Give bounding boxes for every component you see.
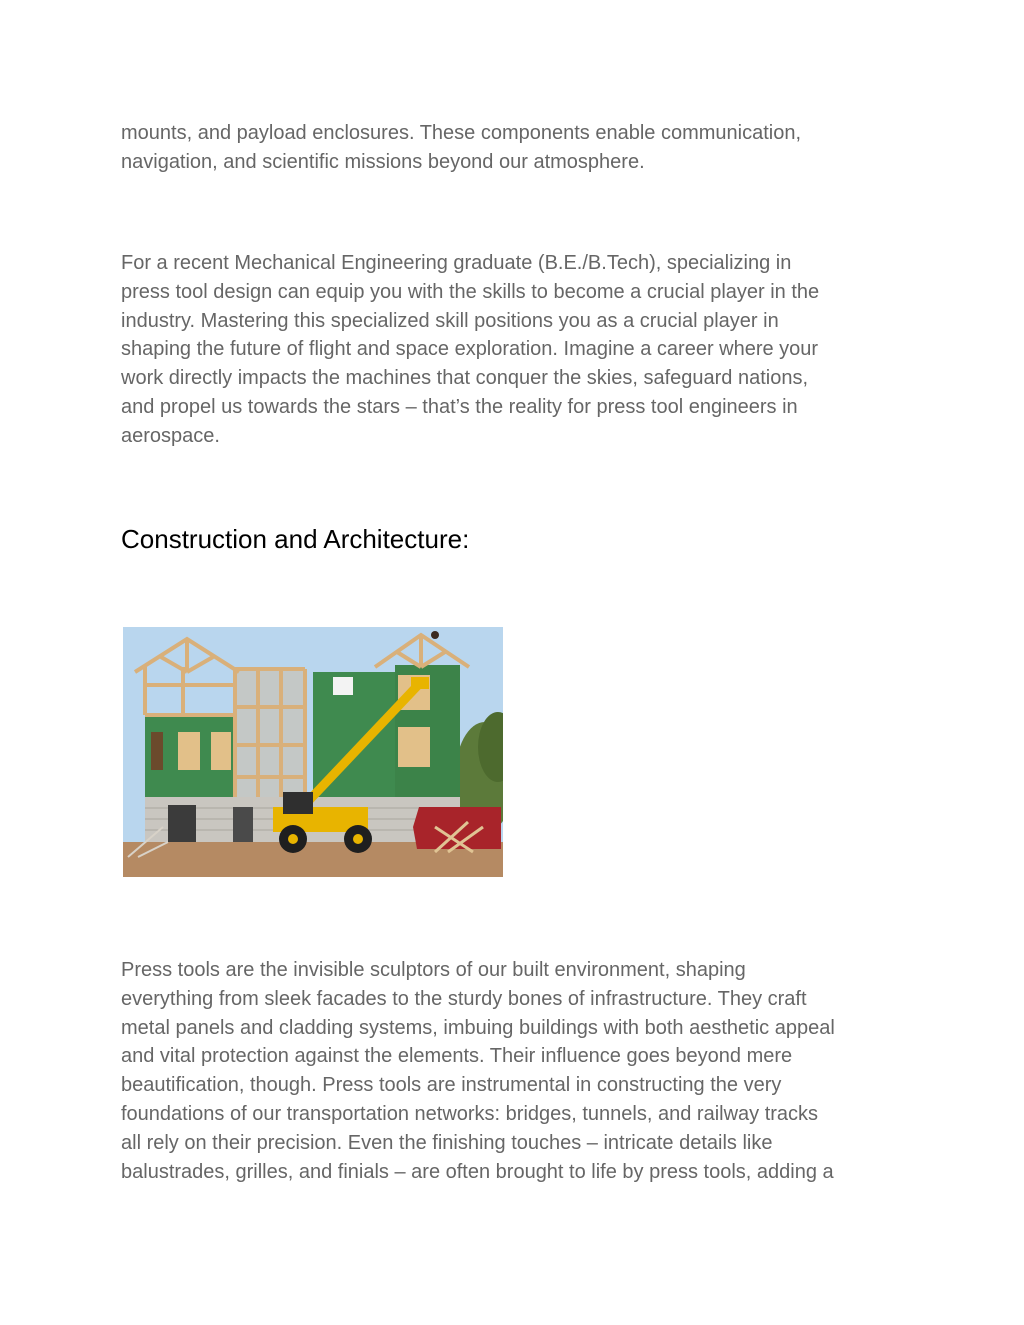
text-line: navigation, and scientific missions beyond our atmosphere. (121, 150, 645, 173)
text-line: balustrades, grilles, and finials – are often brought to life by press tools, adding a (121, 1160, 834, 1183)
text-line: beautification, though. Press tools are instrumental in constructing the very (121, 1074, 782, 1097)
worker (431, 631, 439, 639)
text-line: aerospace. (121, 424, 220, 447)
section-heading: Construction and Architecture: (121, 524, 470, 554)
text-line: and propel us towards the stars – that’s the reality for press tool engineers in (121, 395, 798, 418)
construction-site-image (123, 627, 503, 877)
paragraph-career-press-tool (121, 249, 911, 451)
text-line: shaping the future of flight and space exploration. Imagine a career where your (121, 338, 819, 361)
text-line: metal panels and cladding systems, imbuing buildings with both aesthetic appeal (121, 1016, 835, 1039)
opening (168, 805, 196, 842)
text-line: Press tools are the invisible sculptors of our built environment, shaping (121, 959, 746, 981)
text-line: work directly impacts the machines that conquer the skies, safeguard nations, (121, 367, 809, 390)
text-line: For a recent Mechanical Engineering graduate (B.E./B.Tech), specializing in (121, 252, 792, 274)
window-opening (151, 732, 163, 770)
window-opening (333, 677, 353, 695)
loader-cab (283, 792, 313, 814)
construction-site-illustration (123, 627, 503, 877)
text-line: industry. Mastering this specialized skill positions you as a crucial player in (121, 309, 779, 332)
window-opening (211, 732, 231, 770)
window-opening (398, 727, 430, 767)
loader-fork (411, 677, 429, 689)
window-opening (178, 732, 200, 770)
opening (233, 807, 253, 842)
text-line: and vital protection against the elements. Their influence goes beyond mere (121, 1045, 793, 1068)
text-line: all rely on their precision. Even the finishing touches – intricate details like (121, 1131, 773, 1154)
text-line: press tool design can equip you with the skills to become a crucial player in the (121, 280, 820, 303)
paragraph-construction (121, 956, 911, 1186)
text-line: mounts, and payload enclosures. These components enable communication, (121, 122, 802, 144)
paragraph-aerospace-components (121, 119, 911, 177)
text-line: foundations of our transportation networks: bridges, tunnels, and railway tracks (121, 1102, 819, 1125)
text-line: everything from sleek facades to the sturdy bones of infrastructure. They craft (121, 987, 807, 1010)
